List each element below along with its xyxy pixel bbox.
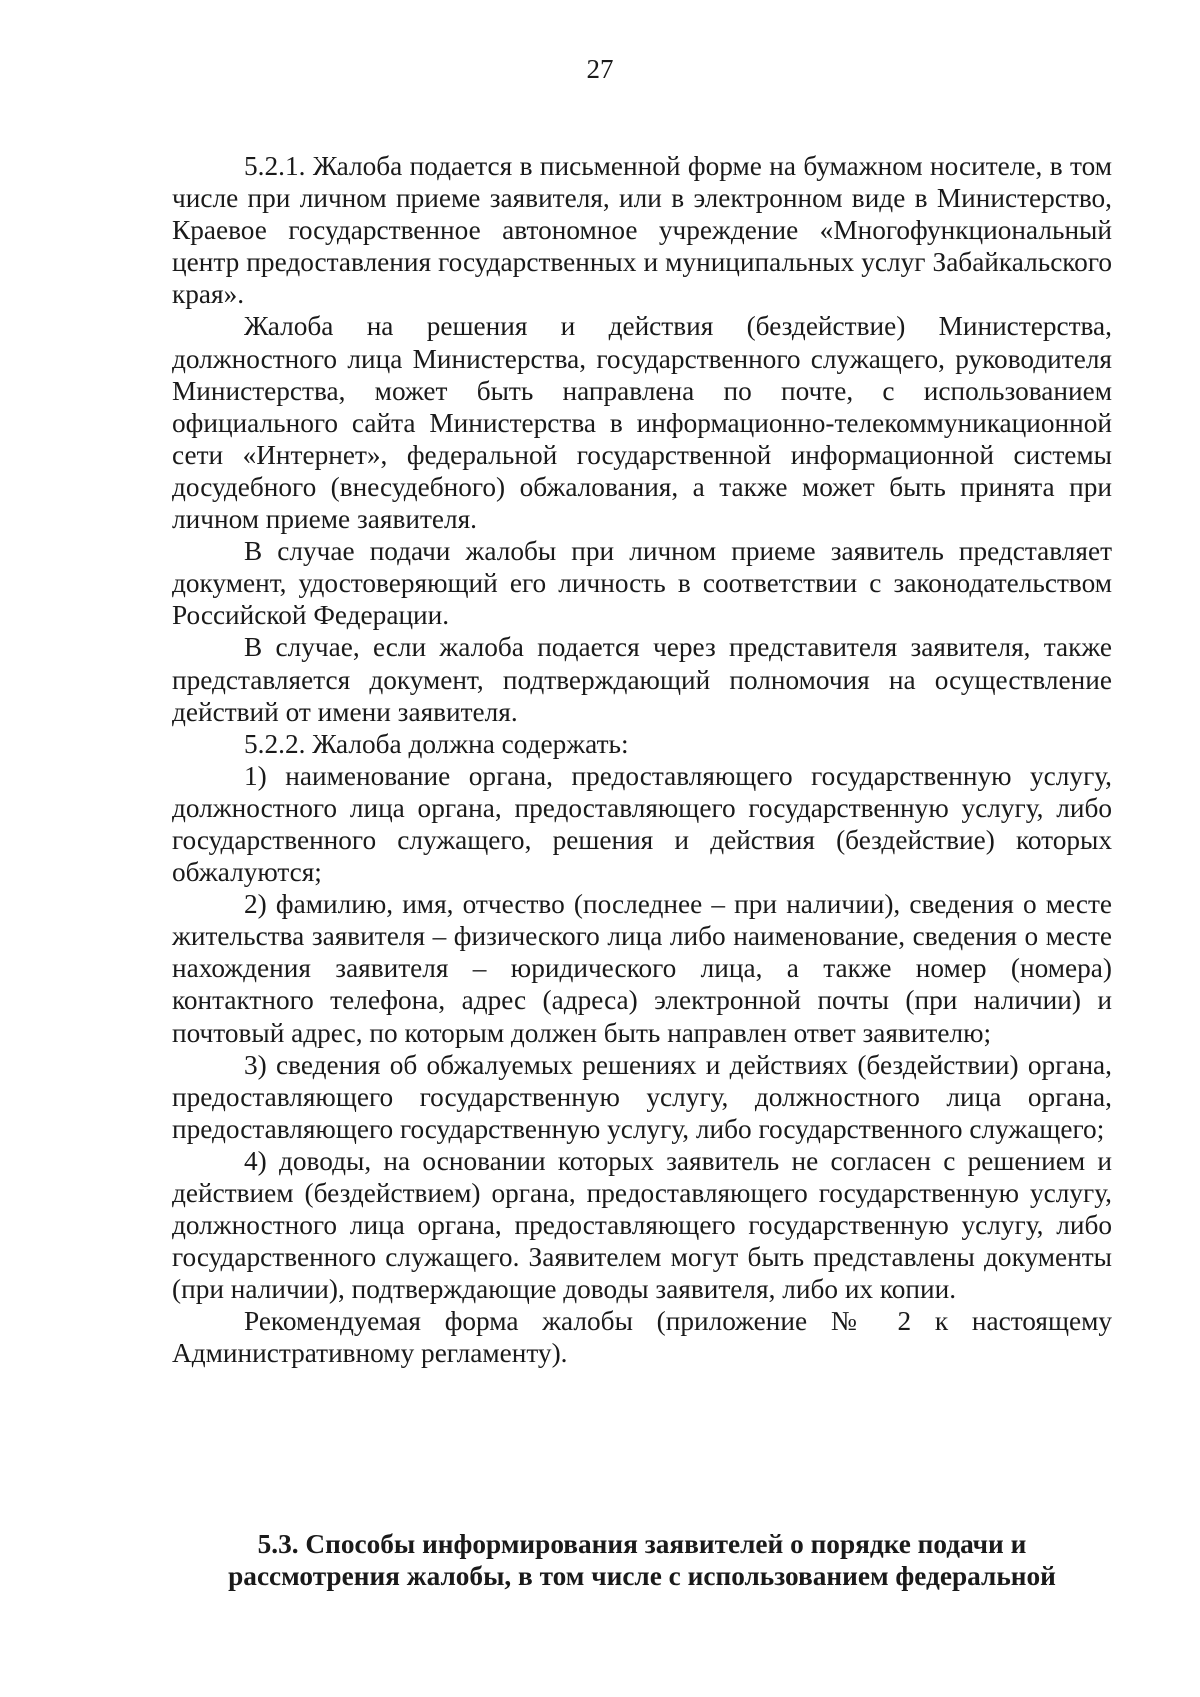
document-body: [172, 150, 1112, 1370]
list-item-3: 3) сведения об обжалуемых решениях и действиях (бездействии) органа, предоставляющего государственную услугу, должностного лица органа, предоставляющего государственную услугу, либо государственного служащего;: [172, 1049, 1112, 1144]
list-item-1: 1) наименование органа, предоставляющего государственную услугу, должностного лица органа, предоставляющего государственную услугу, либо государственного служащего, решения и действия (бездействие) которых обжалуются;: [172, 760, 1112, 888]
heading-line-2: рассмотрения жалобы, в том числе с использованием федеральной: [228, 1561, 1056, 1592]
list-item-4: 4) доводы, на основании которых заявитель не согласен с решением и действием (бездействием) органа, предоставляющего государственную услугу, должностного лица органа, предоставляющего государственную услугу, либо государственного служащего. Заявителем могут быть представлены документы (при наличии), подтверждающие доводы заявителя, либо их копии.: [172, 1145, 1112, 1305]
paragraph-complaint-channels: Жалоба на решения и действия (бездействие) Министерства, должностного лица Министерства, государственного служащего, руководителя Министерства, может быть направлена по почте, с использованием официального сайта Министерства в информационно-​телекоммуникационной сети «Интернет», федеральной государственной информационной системы досудебного (внесудебного) обжалования, а также может быть принята при личном приеме заявителя.: [172, 311, 1112, 535]
paragraph-5-2-1: 5.2.1. Жалоба подается в письменной форме на бумажном носителе, в том числе при личном приеме заявителя, или в электронном виде в Министерство, Краевое государственное автономное учреждение «Многофункциональный центр предоставления государственных и муниципальных услуг Забайкальского края».: [172, 151, 1112, 310]
paragraph-recommended-form: Рекомендуемая форма жалобы (приложение № 2 к настоящему Административному регламенту).: [172, 1306, 1112, 1369]
paragraph-personal-reception: В случае подачи жалобы при личном приеме заявитель представляет документ, удостоверяющий его личность в соответствии с законодательством Российской Федерации.: [172, 536, 1112, 631]
paragraph-5-2-2: 5.2.2. Жалоба должна содержать:: [244, 728, 629, 759]
section-heading-5-3: [172, 1528, 1112, 1592]
paragraph-representative: В случае, если жалоба подается через представителя заявителя, также представляется документ, подтверждающий полномочия на осуществление действий от имени заявителя.: [172, 632, 1112, 727]
heading-line-1: 5.3. Способы информирования заявителей о порядке подачи и: [257, 1529, 1027, 1559]
page-number: 27: [586, 54, 614, 84]
list-item-2: 2) фамилию, имя, отчество (последнее – при наличии), сведения о месте жительства заявителя – физического лица либо наименование, сведения о месте нахождения заявителя – юридического лица, а также номер (номера) контактного телефона, адрес (адреса) электронной почты (при наличии) и почтовый адрес, по которым должен быть направлен ответ заявителю;: [172, 889, 1112, 1048]
